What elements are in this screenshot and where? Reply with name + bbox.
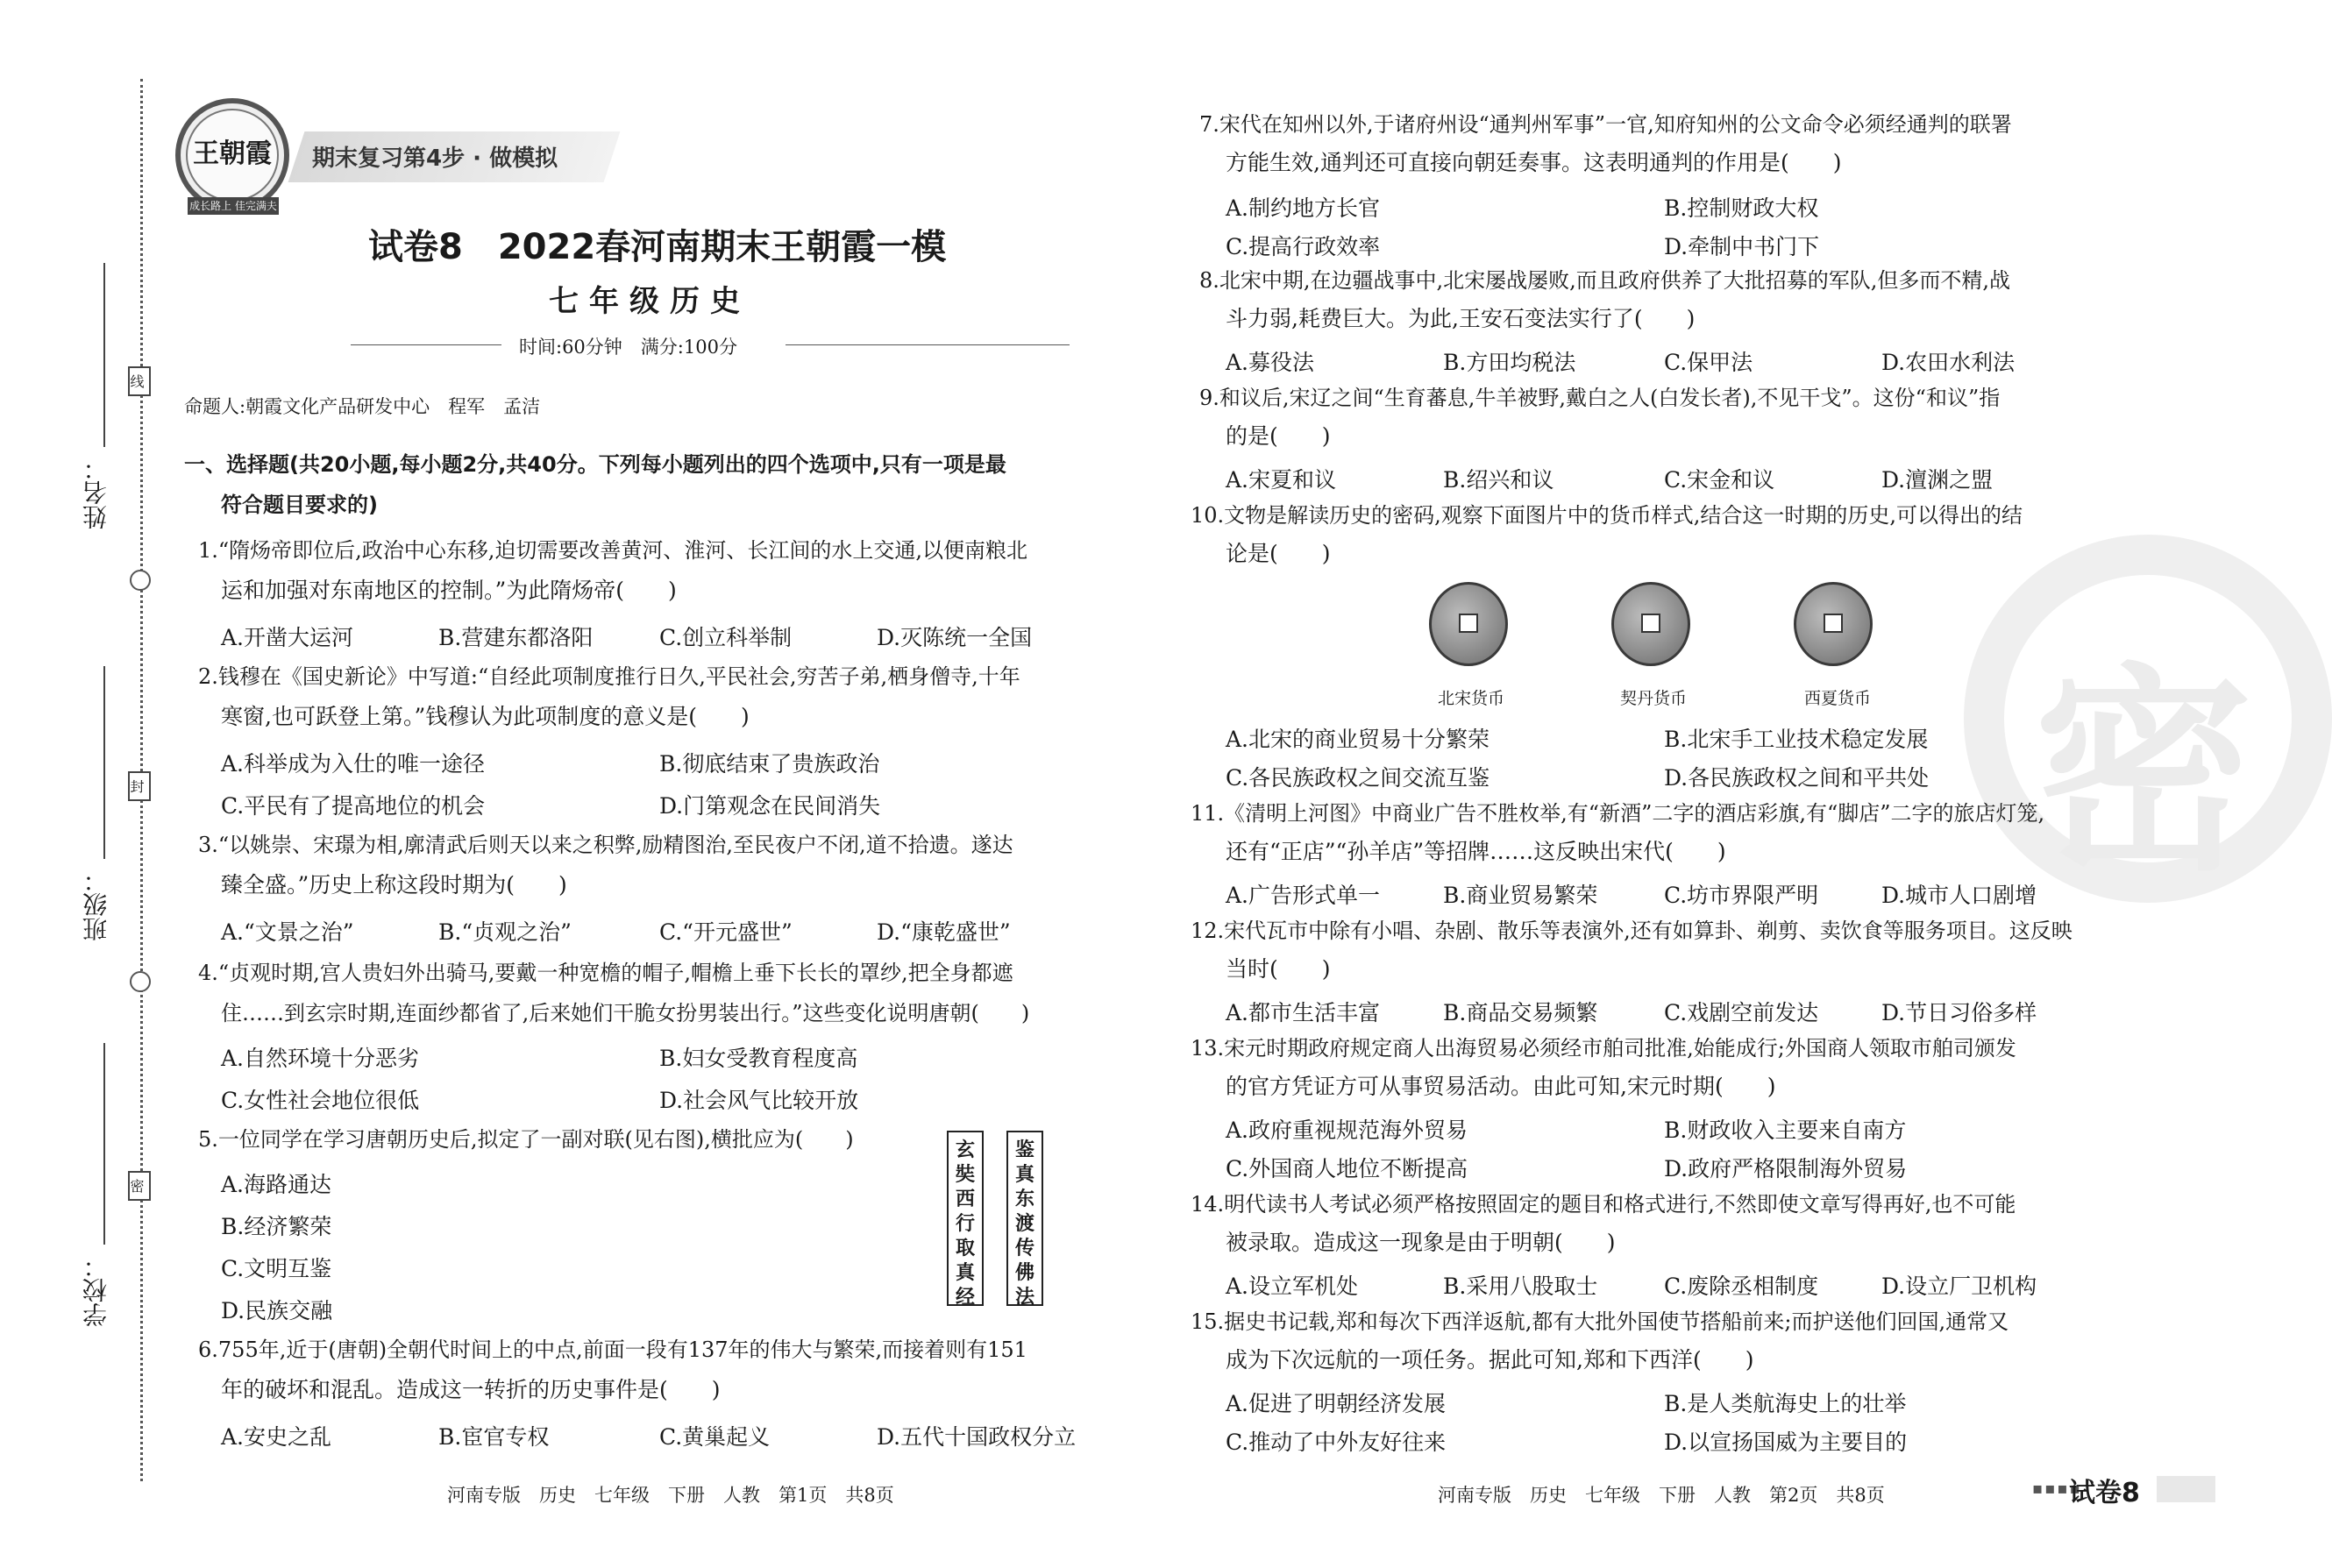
question-14-stem: 14.明代读书人考试必须严格按照固定的题目和格式进行,不然即使文章写得再好,也不可能 — [1191, 1192, 2016, 1217]
question-11-stem: 11.《清明上河图》中商业广告不胜枚举,有“新酒”二字的酒店彩旗,有“脚店”二字的旅店灯笼, — [1191, 801, 2045, 826]
q11-option-d[interactable]: D.城市人口剧增 — [1881, 883, 2037, 908]
page-footer-left: 河南专版 历史 七年级 下册 人教 第1页 共8页 — [447, 1485, 894, 1506]
q1-option-a[interactable]: A.开凿大运河 — [221, 625, 354, 650]
section-heading: 一、选择题(共20小题,每小题2分,共40分。下列每小题列出的四个选项中,只有一项是最 — [184, 452, 1006, 477]
question-2-stem: 2.钱穆在《国史新论》中写道:“自经此项制度推行日久,平民社会,穷苦子弟,栖身僧寺,十年 — [198, 664, 1020, 689]
question-4-stem-cont: 住……到玄宗时期,连面纱都省了,后来她们干脆女扮男装出行。”这些变化说明唐朝( ) — [221, 1001, 1030, 1025]
q13-option-b[interactable]: B.财政收入主要来自南方 — [1664, 1117, 1907, 1143]
couplet-left-scroll: 玄奘西行取真经 — [947, 1131, 984, 1306]
header-banner-text: 期末复习第4步 · 做模拟 — [312, 145, 558, 172]
q3-option-a[interactable]: A.“文景之治” — [221, 919, 354, 945]
q5-option-b[interactable]: B.经济繁荣 — [221, 1214, 332, 1239]
q12-option-c[interactable]: C.戏剧空前发达 — [1664, 1000, 1819, 1025]
brand-logo-text: 王朝霞 — [186, 109, 279, 202]
q2-option-a[interactable]: A.科举成为入仕的唯一途径 — [221, 751, 486, 777]
coin-hole — [1459, 614, 1478, 633]
question-3-stem-cont: 臻全盛。”历史上称这段时期为( ) — [221, 872, 567, 898]
q2-option-b[interactable]: B.彻底结束了贵族政治 — [659, 751, 880, 777]
q15-option-b[interactable]: B.是人类航海史上的壮举 — [1664, 1391, 1907, 1416]
question-12-stem-cont: 当时( ) — [1226, 956, 1331, 982]
q14-option-a[interactable]: A.设立军机处 — [1226, 1274, 1359, 1299]
q4-option-a[interactable]: A.自然环境十分恶劣 — [221, 1046, 420, 1071]
corner-decoration: ▪▪▪▪ — [2032, 1479, 2082, 1498]
question-7-stem: 7.宋代在知州以外,于诸府州设“通判州军事”一官,知府知州的公文命令必须经通判的联署 — [1199, 112, 2012, 137]
exam-title: 试卷8 2022春河南期末王朝霞一模 — [368, 227, 947, 267]
class-underline — [103, 666, 105, 859]
q12-option-a[interactable]: A.都市生活丰富 — [1226, 1000, 1381, 1025]
q6-option-d[interactable]: D.五代十国政权分立 — [877, 1424, 1077, 1450]
question-3-stem: 3.“以姚崇、宋璟为相,廓清武后则天以来之积弊,励精图治,至民夜户不闭,道不拾遗。遂达 — [198, 833, 1013, 857]
question-10-stem: 10.文物是解读历史的密码,观察下面图片中的货币样式,结合这一时期的历史,可以得出的结 — [1191, 503, 2023, 528]
q14-option-d[interactable]: D.设立厂卫机构 — [1881, 1274, 2037, 1299]
question-9-stem: 9.和议后,宋辽之间“生育蕃息,牛羊被野,戴白之人(白发长者),不见干戈”。这份“和议”指 — [1199, 386, 2001, 410]
divider — [351, 344, 501, 345]
question-6-stem: 6.755年,近于(唐朝)全朝代时间上的中点,前面一段有137年的伟大与繁荣,而接着则有151 — [198, 1337, 1027, 1362]
question-2-stem-cont: 寒窗,也可跃登上第。”钱穆认为此项制度的意义是( ) — [221, 704, 750, 729]
q3-option-d[interactable]: D.“康乾盛世” — [877, 919, 1011, 945]
q5-option-d[interactable]: D.民族交融 — [221, 1298, 333, 1323]
class-label: 班级： — [82, 868, 110, 941]
q9-option-d[interactable]: D.澶渊之盟 — [1881, 467, 1994, 493]
q12-option-d[interactable]: D.节日习俗多样 — [1881, 1000, 2037, 1025]
q15-option-a[interactable]: A.促进了明朝经济发展 — [1226, 1391, 1447, 1416]
q8-option-d[interactable]: D.农田水利法 — [1881, 350, 2016, 375]
question-8-stem-cont: 斗力弱,耗费巨大。为此,王安石变法实行了( ) — [1226, 306, 1696, 331]
q2-option-c[interactable]: C.平民有了提高地位的机会 — [221, 793, 486, 819]
question-1-stem: 1.“隋炀帝即位后,政治中心东移,迫切需要改善黄河、淮河、长江间的水上交通,以便南粮北 — [198, 538, 1028, 563]
question-8-stem: 8.北宋中期,在边疆战事中,北宋屡战屡败,而且政府供养了大批招募的军队,但多而不精,战 — [1199, 268, 2011, 293]
page-footer-right: 河南专版 历史 七年级 下册 人教 第2页 共8页 — [1438, 1485, 1885, 1506]
q10-option-c[interactable]: C.各民族政权之间交流互鉴 — [1226, 765, 1490, 791]
q7-option-b[interactable]: B.控制财政大权 — [1664, 195, 1819, 221]
q1-option-d[interactable]: D.灭陈统一全国 — [877, 625, 1033, 650]
q4-option-c[interactable]: C.女性社会地位很低 — [221, 1088, 420, 1113]
q13-option-d[interactable]: D.政府严格限制海外贸易 — [1664, 1156, 1908, 1181]
watermark-seal-char: 密 — [2034, 642, 2253, 900]
question-15-stem: 15.据史书记载,郑和每次下西洋返航,都有大批外国使节搭船前来;而护送他们回国,通常又 — [1191, 1309, 2009, 1334]
brand-logo-ribbon: 成长路上 佳完满夫 — [188, 197, 279, 215]
q6-option-a[interactable]: A.安史之乱 — [221, 1424, 332, 1450]
q11-option-a[interactable]: A.广告形式单一 — [1226, 883, 1381, 908]
couplet-right-scroll: 鉴真东渡传佛法 — [1006, 1131, 1043, 1306]
paper-number-tag: 试卷8 — [2069, 1478, 2140, 1508]
q8-option-c[interactable]: C.保甲法 — [1664, 350, 1753, 375]
question-4-stem: 4.“贞观时期,宫人贵妇外出骑马,要戴一种宽檐的帽子,帽檐上垂下长长的罩纱,把全身都遮 — [198, 961, 1013, 985]
q5-option-a[interactable]: A.海路通达 — [221, 1172, 332, 1197]
corner-bar — [2157, 1476, 2215, 1502]
question-10-stem-cont: 论是( ) — [1226, 541, 1331, 566]
coin-caption-northern-song: 北宋货币 — [1438, 689, 1505, 708]
binding-dot — [130, 570, 151, 591]
q6-option-b[interactable]: B.宦官专权 — [438, 1424, 550, 1450]
q15-option-c[interactable]: C.推动了中外友好往来 — [1226, 1430, 1447, 1455]
coin-hole — [1824, 614, 1843, 633]
q4-option-d[interactable]: D.社会风气比较开放 — [659, 1088, 859, 1113]
q7-option-c[interactable]: C.提高行政效率 — [1226, 234, 1381, 259]
question-11-stem-cont: 还有“正店”“孙羊店”等招牌……这反映出宋代( ) — [1226, 839, 1726, 864]
q9-option-a[interactable]: A.宋夏和议 — [1226, 467, 1337, 493]
q8-option-b[interactable]: B.方田均税法 — [1443, 350, 1576, 375]
binding-dot — [130, 971, 151, 992]
exam-author: 命题人:朝霞文化产品研发中心 程军 孟洁 — [184, 396, 541, 417]
q15-option-d[interactable]: D.以宣扬国威为主要目的 — [1664, 1430, 1908, 1455]
q13-option-c[interactable]: C.外国商人地位不断提高 — [1226, 1156, 1468, 1181]
q14-option-b[interactable]: B.采用八股取士 — [1443, 1274, 1598, 1299]
q4-option-b[interactable]: B.妇女受教育程度高 — [659, 1046, 858, 1071]
q8-option-a[interactable]: A.募役法 — [1226, 350, 1315, 375]
binding-box-seal: 封 — [128, 771, 151, 801]
question-7-stem-cont: 方能生效,通判还可直接向朝廷奏事。这表明通判的作用是( ) — [1226, 150, 1842, 175]
exam-time: 时间:60分钟 满分:100分 — [519, 337, 737, 358]
question-9-stem-cont: 的是( ) — [1226, 423, 1331, 449]
q3-option-b[interactable]: B.“贞观之治” — [438, 919, 572, 945]
q10-option-a[interactable]: A.北宋的商业贸易十分繁荣 — [1226, 727, 1490, 752]
question-12-stem: 12.宋代瓦市中除有小唱、杂剧、散乐等表演外,还有如算卦、剃剪、卖饮食等服务项目。这反映 — [1191, 919, 2072, 943]
q10-option-d[interactable]: D.各民族政权之间和平共处 — [1664, 765, 1930, 791]
q2-option-d[interactable]: D.门第观念在民间消失 — [659, 793, 881, 819]
school-underline — [103, 1043, 105, 1245]
question-1-stem-cont: 运和加强对东南地区的控制。”为此隋炀帝( ) — [221, 578, 677, 603]
q3-option-c[interactable]: C.“开元盛世” — [659, 919, 793, 945]
q1-option-c[interactable]: C.创立科举制 — [659, 625, 793, 650]
exam-subtitle: 七年级历史 — [549, 284, 750, 319]
q9-option-b[interactable]: B.绍兴和议 — [1443, 467, 1554, 493]
q12-option-b[interactable]: B.商品交易频繁 — [1443, 1000, 1598, 1025]
divider — [786, 344, 1070, 345]
binding-box-secret: 密 — [128, 1171, 151, 1201]
q5-option-c[interactable]: C.文明互鉴 — [221, 1256, 332, 1281]
q14-option-c[interactable]: C.废除丞相制度 — [1664, 1274, 1819, 1299]
school-label: 学校： — [82, 1253, 110, 1327]
q7-option-a[interactable]: A.制约地方长官 — [1226, 195, 1381, 221]
coin-caption-khitan: 契丹货币 — [1620, 689, 1688, 708]
question-13-stem: 13.宋元时期政府规定商人出海贸易必须经市舶司批准,始能成行;外国商人领取市舶司颁发 — [1191, 1036, 2016, 1061]
q13-option-a[interactable]: A.政府重视规范海外贸易 — [1226, 1117, 1468, 1143]
question-14-stem-cont: 被录取。造成这一现象是由于明朝( ) — [1226, 1230, 1616, 1255]
question-15-stem-cont: 成为下次远航的一项任务。据此可知,郑和下西洋( ) — [1226, 1347, 1754, 1373]
q1-option-b[interactable]: B.营建东都洛阳 — [438, 625, 594, 650]
q9-option-c[interactable]: C.宋金和议 — [1664, 467, 1775, 493]
q11-option-c[interactable]: C.坊市界限严明 — [1664, 883, 1819, 908]
binding-box-line: 线 — [128, 366, 151, 396]
section-heading-cont: 符合题目要求的) — [221, 493, 378, 517]
name-label: 姓名： — [82, 456, 110, 529]
question-6-stem-cont: 年的破坏和混乱。造成这一转折的历史事件是( ) — [221, 1377, 721, 1402]
coin-caption-western-xia: 西夏货币 — [1804, 689, 1872, 708]
q7-option-d[interactable]: D.牵制中书门下 — [1664, 234, 1820, 259]
coin-hole — [1641, 614, 1660, 633]
q11-option-b[interactable]: B.商业贸易繁荣 — [1443, 883, 1598, 908]
question-13-stem-cont: 的官方凭证方可从事贸易活动。由此可知,宋元时期( ) — [1226, 1074, 1776, 1099]
q6-option-c[interactable]: C.黄巢起义 — [659, 1424, 771, 1450]
q10-option-b[interactable]: B.北宋手工业技术稳定发展 — [1664, 727, 1929, 752]
question-5-stem: 5.一位同学在学习唐朝历史后,拟定了一副对联(见右图),横批应为( ) — [198, 1127, 854, 1152]
name-underline — [103, 263, 105, 447]
